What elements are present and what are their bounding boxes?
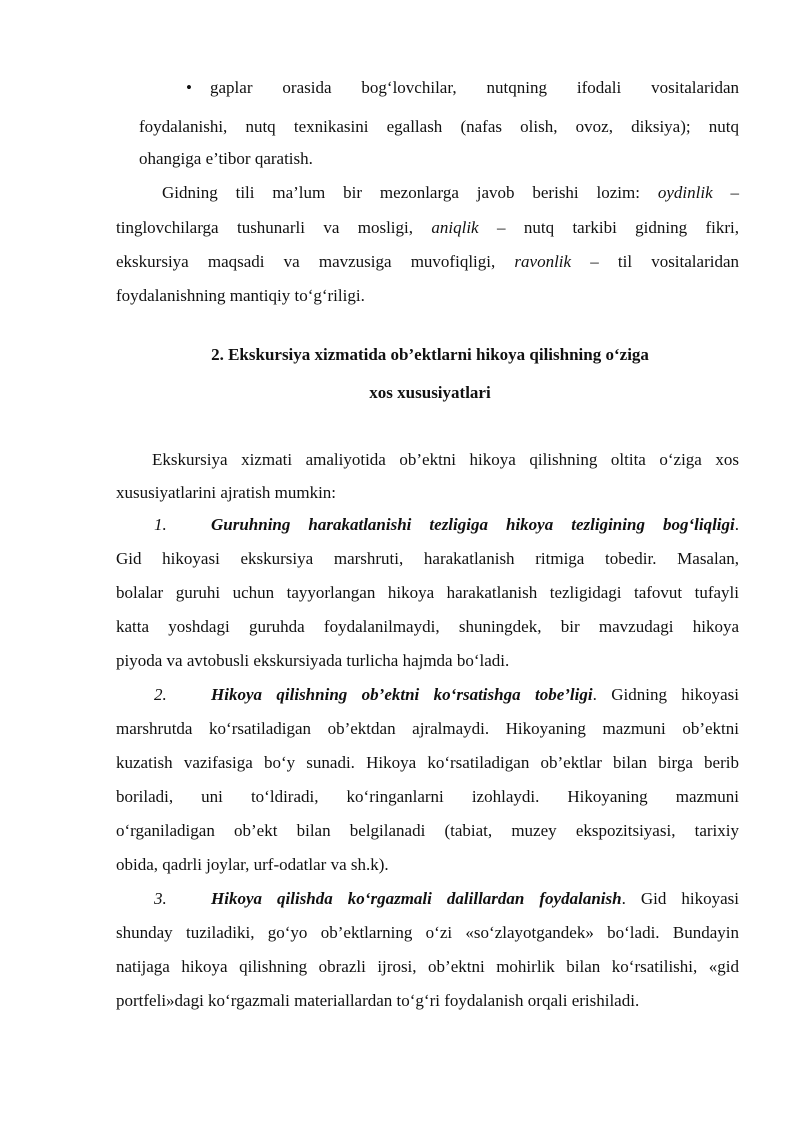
term-aniqlik: aniqlik (431, 218, 479, 237)
intro-line-2: xususiyatlarini ajratish mumkin: (116, 483, 337, 502)
item-1-line-4: piyoda va avtobusli ekskursiyada turlicha hajmda bo‘ladi. (116, 651, 510, 670)
item-2-line-4: o‘rganiladigan ob’ekt bilan belgilanadi (tabiat, muzey ekspozitsiyasi, tarixiy (116, 821, 739, 840)
term-oydinlik: oydinlik (657, 183, 713, 202)
para1-line-2-text: tinglovchilarga tushunarli va mosligi, (116, 218, 414, 237)
bullet-line-2-end: nutq (708, 117, 740, 136)
bullet-line-2-text: foydalanishi, nutq texnikasini egallash (nafas olish, ovoz, diksiya); (139, 117, 691, 136)
item-3-title-line (211, 889, 739, 909)
item-3-number: 3. (154, 889, 167, 908)
item-1-line-3: katta yoshdagi guruhda foydalanilmaydi, shuningdek, bir mavzudagi hikoya (116, 617, 739, 636)
item-2-line-3: boriladi, uni to‘ldiradi, ko‘ringanlarni izohlaydi. Hikoyaning mazmuni (116, 787, 739, 806)
item-2-title-line (211, 685, 739, 705)
item-3-title-end: . Gid hikoyasi (621, 889, 740, 908)
item-1-line-1: Gid hikoyasi ekskursiya marshruti, harakatlanish ritmiga tobedir. Masalan, (116, 549, 739, 568)
bullet-line-2 (139, 117, 739, 137)
bullet-line-3: ohangiga e’tibor qaratish. (139, 149, 313, 168)
intro-line-1: Ekskursiya xizmati amaliyotida ob’ektni hikoya qilishning oltita o‘ziga xos (152, 450, 739, 469)
term-ravonlik: ravonlik (514, 252, 572, 271)
item-1-title-end: . (734, 515, 739, 534)
item-2-line-1: marshrutda ko‘rsatiladigan ob’ektdan ajralmaydi. Hikoyaning mazmuni ob’ektni (116, 719, 739, 738)
item-2-line-5: obida, qadrli joylar, urf-odatlar va sh.k). (116, 855, 389, 874)
bullet-line-1: gaplar orasida bog‘lovchilar, nutqning ifodali vositalaridan (210, 78, 739, 97)
para1-line-4: foydalanishning mantiqiy to‘g‘riligi. (116, 286, 365, 305)
item-1-title-line (211, 515, 739, 535)
item-3-line-3: portfeli»dagi ko‘rgazmali materiallardan to‘g‘ri foydalanish orqali erishiladi. (116, 991, 640, 1010)
para1-line-3 (116, 252, 739, 272)
item-2-title-end: . Gidning hikoyasi (592, 685, 739, 704)
item-2-title: Hikoya qilishning ob’ektni ko‘rsatishga tobe’ligi (211, 685, 593, 704)
para1-line-2 (116, 218, 739, 238)
para1-line-3-text: ekskursiya maqsadi va mavzusiga muvofiqligi, (116, 252, 496, 271)
item-1-line-2: bolalar guruhi uchun tayyorlangan hikoya harakatlanish tezligidagi tafovut tufayli (116, 583, 739, 602)
para1-line-1-text: Gidning tili ma’lum bir mezonlarga javob berishi lozim: (162, 183, 640, 202)
para1-line-1 (162, 183, 739, 203)
item-1-number: 1. (154, 515, 167, 534)
item-2-line-2: kuzatish vazifasiga bo‘y sunadi. Hikoya ko‘rsatiladigan ob’ektlar bilan birga berib (116, 753, 739, 772)
para1-line-3-end: – til vositalaridan (590, 252, 739, 271)
item-3-line-2: natijaga hikoya qilishning obrazli ijrosi, ob’ektni mohirlik bilan ko‘rsatilishi, «gid (116, 957, 739, 976)
item-3-line-1: shunday tuziladiki, go‘yo ob’ektlarning o‘zi «so‘zlayotgandek» bo‘ladi. Bundayin (116, 923, 739, 942)
section-heading-line-1: 2. Ekskursiya xizmatida ob’ektlarni hikoya qilishning o‘ziga (211, 345, 649, 364)
item-3-title: Hikoya qilishda ko‘rgazmali dalillardan foydalanish (211, 889, 622, 908)
item-1-title: Guruhning harakatlanishi tezligiga hikoya tezligining bog‘liqligi (211, 515, 735, 534)
para1-dash: – (730, 183, 740, 202)
bullet-symbol: • (186, 78, 192, 97)
para1-line-2-end: – nutq tarkibi gidning fikri, (496, 218, 740, 237)
item-2-number: 2. (154, 685, 167, 704)
section-heading-line-2: xos xususiyatlari (369, 383, 491, 402)
